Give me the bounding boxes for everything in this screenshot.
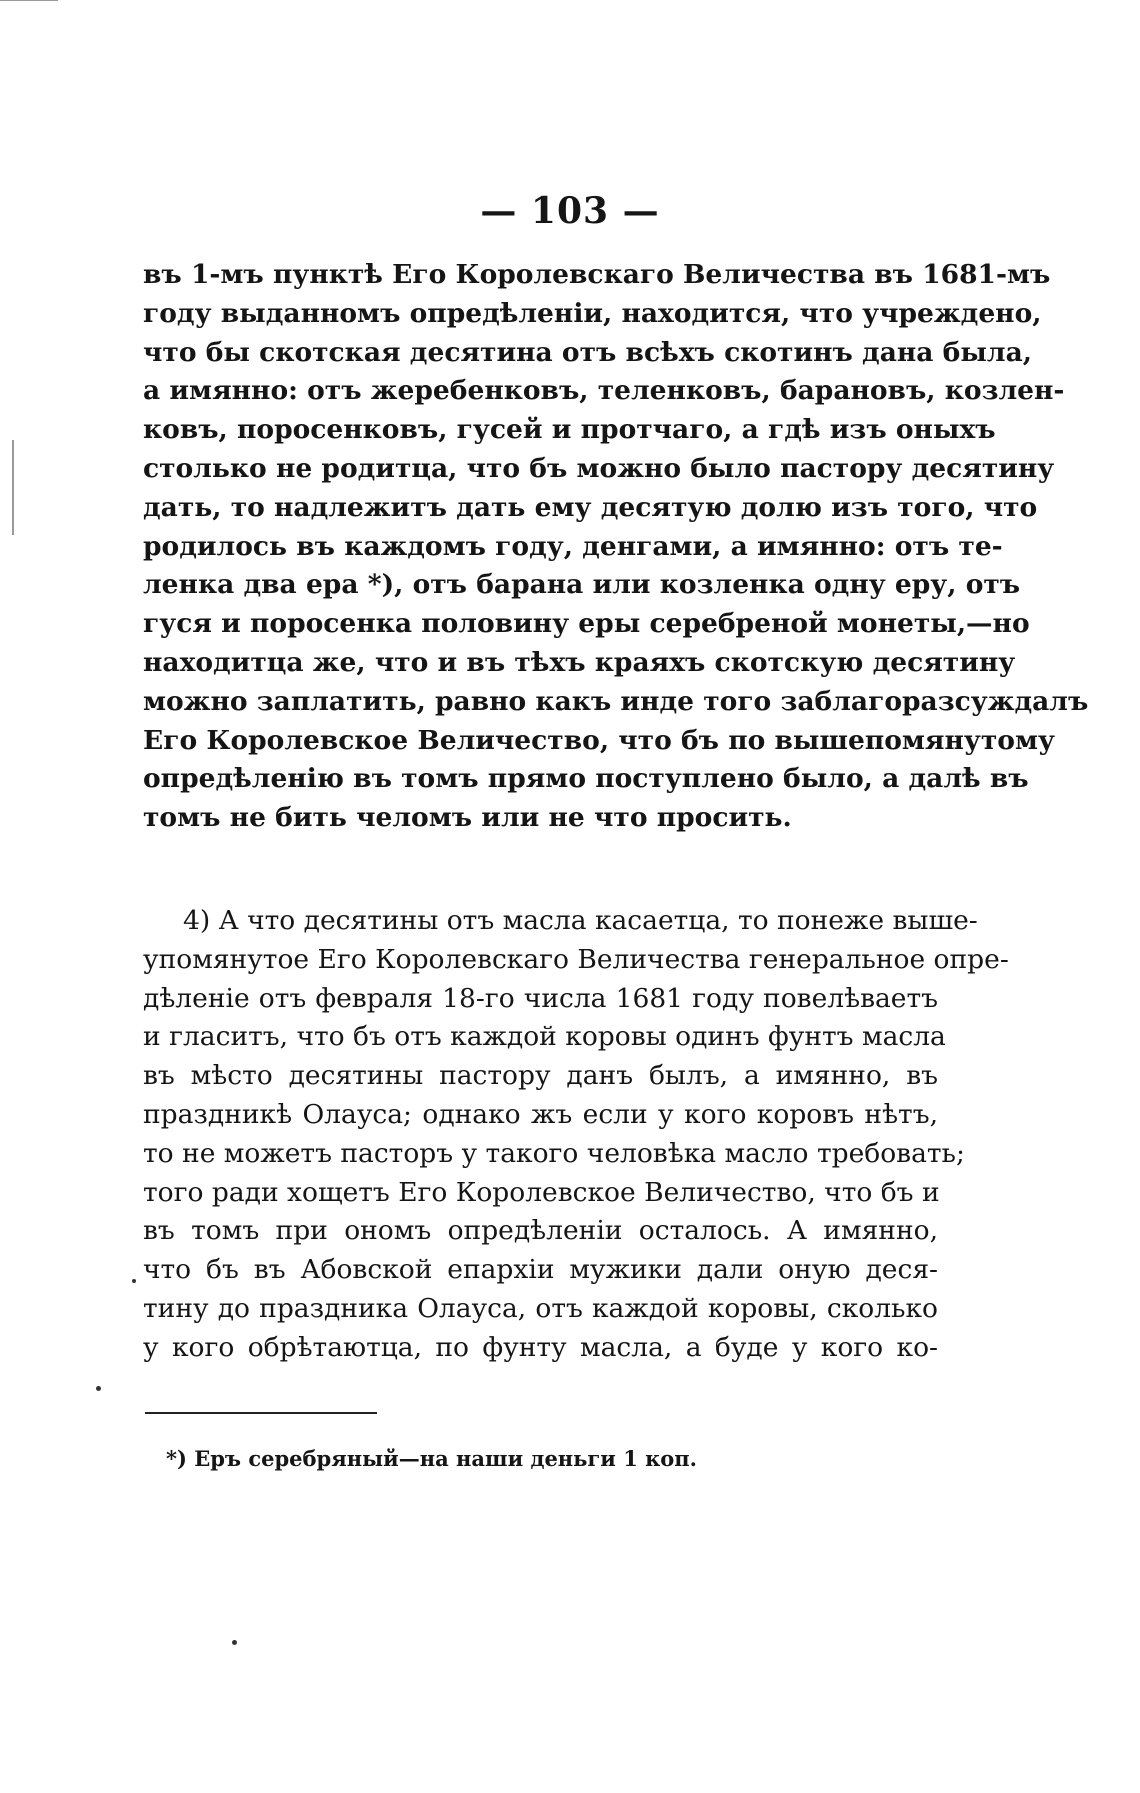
text-line: дать, то надлежитъ дать ему десятую долю изъ того, что	[143, 491, 1038, 523]
ink-speck	[96, 1386, 101, 1391]
text-line: того ради хощетъ Его Королевское Величество, что бъ и	[143, 1176, 940, 1208]
text-line: гуся и поросенка половину еры серебреной монеты,—но	[143, 608, 1030, 640]
text-line: въ мѣсто десятины пастору данъ былъ, а имянно, въ	[143, 1060, 938, 1092]
text-line: 4) А что десятины отъ масла касаетца, то понеже выше-	[183, 905, 978, 936]
text-line: томъ не бить челомъ или не что просить.	[143, 802, 792, 834]
text-line: а имянно: отъ жеребенковъ, теленковъ, барановъ, козлен-	[143, 375, 1065, 407]
footnote-rule	[145, 1412, 377, 1414]
ink-speck	[132, 1279, 136, 1283]
text-line: и гласитъ, что бъ отъ каждой коровы одинъ фунтъ масла	[143, 1021, 946, 1053]
text-line: праздникѣ Олауса; однако жъ если у кого коровъ нѣтъ,	[143, 1098, 938, 1130]
margin-rule	[12, 440, 14, 535]
ink-speck	[232, 1640, 237, 1645]
text-line: ковъ, поросенковъ, гусей и протчаго, а гдѣ изъ оныхъ	[143, 414, 996, 446]
text-line: Его Королевское Величество, что бъ по вышепомянутому	[143, 724, 1055, 756]
text-line: упомянутое Его Королевскаго Величества генеральное опре-	[143, 943, 1009, 975]
text-line: родилось въ каждомъ году, денгами, а имянно: отъ те-	[143, 530, 1003, 562]
text-line: дѣленіе отъ февраля 18-го числа 1681 году повелѣваетъ	[143, 982, 938, 1014]
page-number: — 103 —	[480, 190, 660, 232]
text-line: опредѣленію въ томъ прямо поступлено было, а далѣ въ	[143, 763, 1029, 795]
text-line: находитца же, что и въ тѣхъ краяхъ скотскую десятину	[143, 646, 1016, 678]
text-line: можно заплатить, равно какъ инде того заблагоразсуждалъ	[143, 685, 1089, 717]
text-line: въ томъ при ономъ опредѣленіи осталось. А имянно,	[143, 1215, 938, 1247]
footnote: *) Еръ серебряный—на наши деньги 1 коп.	[166, 1446, 697, 1471]
text-line: тину до праздника Олауса, отъ каждой коровы, сколько	[143, 1292, 938, 1324]
paragraph-2	[143, 902, 1009, 1368]
text-line: ленка два ера *), отъ барана или козленка одну еру, отъ	[143, 569, 1021, 601]
text-line: у кого обрѣтаютца, по фунту масла, а буде у кого ко-	[143, 1331, 938, 1363]
scan-corner-mark	[0, 0, 58, 5]
paragraph-1	[143, 256, 1089, 838]
text-line: то не можетъ пасторъ у такого человѣка масло требовать;	[143, 1137, 965, 1169]
text-line: столько не родитца, что бъ можно было пастору десятину	[143, 452, 1055, 484]
text-line: что бъ въ Абовской епархіи мужики дали оную деся-	[143, 1254, 938, 1286]
text-line: году выданномъ опредѣленіи, находится, что учреждено,	[143, 297, 1042, 329]
text-line: что бы скотская десятина отъ всѣхъ скотинъ дана была,	[143, 336, 1033, 368]
text-line: въ 1-мъ пунктѣ Его Королевскаго Величества въ 1681-мъ	[143, 259, 1051, 290]
